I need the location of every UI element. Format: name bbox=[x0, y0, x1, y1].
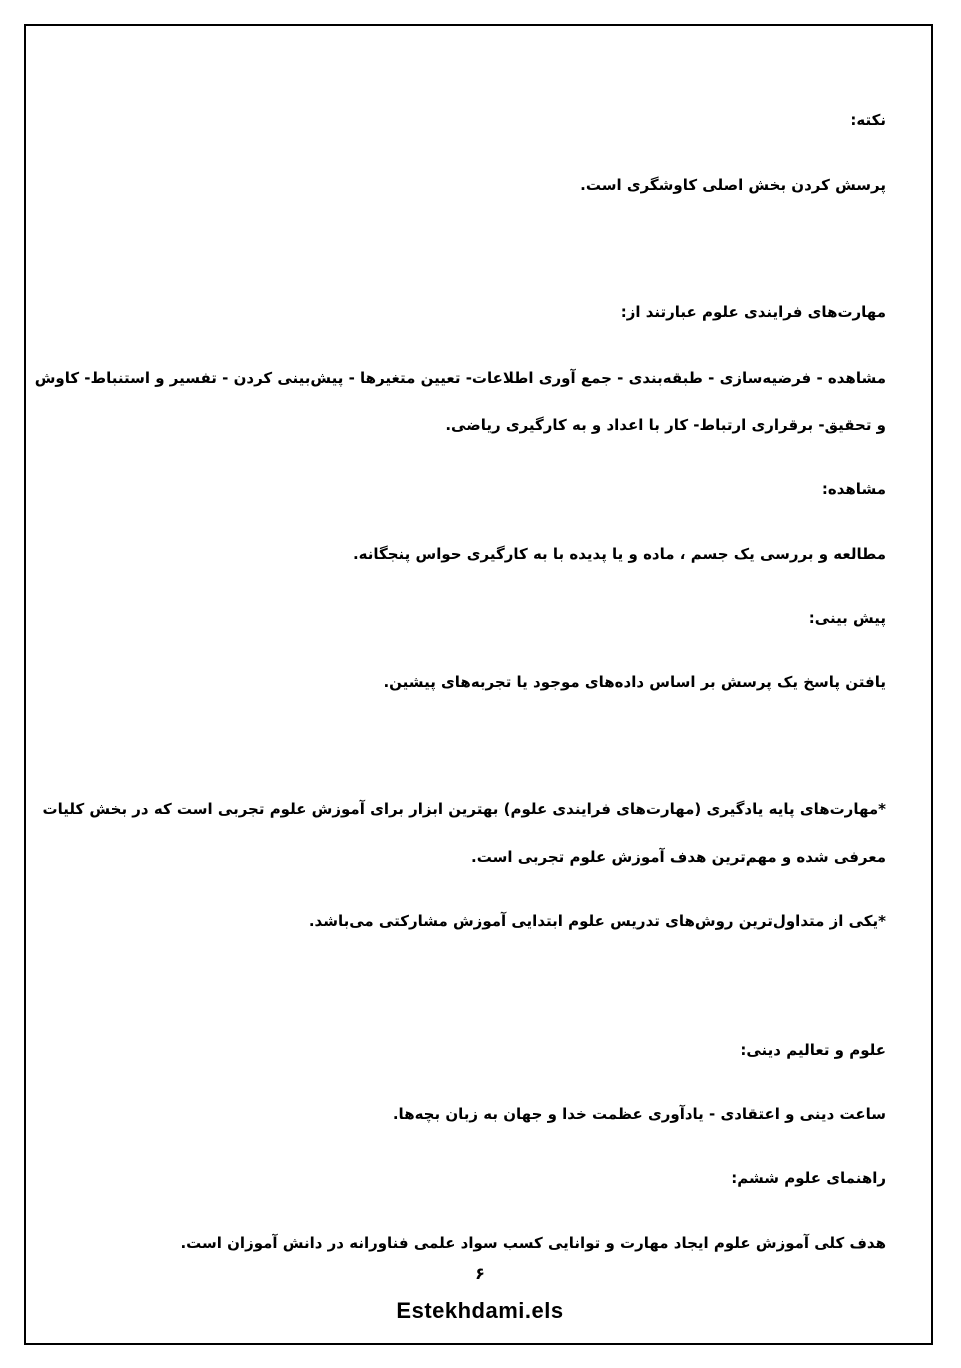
basic-skills-line-2: معرفی شده و مهم‌ترین هدف آموزش علوم تجربی است. bbox=[471, 848, 886, 866]
basic-skills-line-1: *مهارت‌های پایه یادگیری (مهارت‌های فرایندی علوم) بهترین ابزار برای آموزش علوم تجربی است که در بخش کلیات bbox=[42, 800, 886, 818]
observation-text: مطالعه و بررسی یک جسم ، ماده و یا پدیده با به کارگیری حواس پنجگانه. bbox=[352, 545, 886, 563]
skills-list-line-2: و تحقیق- برقراری ارتباط- کار با اعداد و به کارگیری ریاضی. bbox=[445, 416, 886, 434]
skills-list-line-1: مشاهده - فرضیه‌سازی - طبقه‌بندی - جمع آوری اطلاعات- تعیین متغیرها - پیش‌بینی کردن - تفسیر و استنباط- کاوش bbox=[34, 369, 886, 387]
footer-brand: Estekhdami.els bbox=[396, 1298, 564, 1323]
religion-heading: علوم و تعالیم دینی: bbox=[740, 1041, 886, 1059]
religion-text: ساعت دینی و اعتقادی - یادآوری عظمت خدا و جهان به زبان بچه‌ها. bbox=[392, 1105, 886, 1123]
observation-heading: مشاهده: bbox=[821, 480, 886, 498]
teaching-method-text: *یکی از متداول‌ترین روش‌های تدریس علوم ابتدایی آموزش مشارکتی می‌باشد. bbox=[308, 912, 886, 930]
guide-text: هدف کلی آموزش علوم ایجاد مهارت و توانایی کسب سواد علمی فناورانه در دانش آموزان است. bbox=[180, 1234, 886, 1252]
prediction-text: یافتن پاسخ یک پرسش بر اساس داده‌های موجود یا تجربه‌های پیشین. bbox=[383, 673, 886, 691]
note-heading: نکته: bbox=[850, 111, 886, 129]
guide-heading: راهنمای علوم ششم: bbox=[731, 1169, 886, 1187]
skills-heading: مهارت‌های فرایندی علوم عبارتند از: bbox=[620, 303, 886, 321]
page-number: ۶ bbox=[475, 1264, 485, 1283]
prediction-heading: پیش بینی: bbox=[808, 609, 886, 627]
note-text: پرسش کردن بخش اصلی کاوشگری است. bbox=[580, 176, 886, 194]
